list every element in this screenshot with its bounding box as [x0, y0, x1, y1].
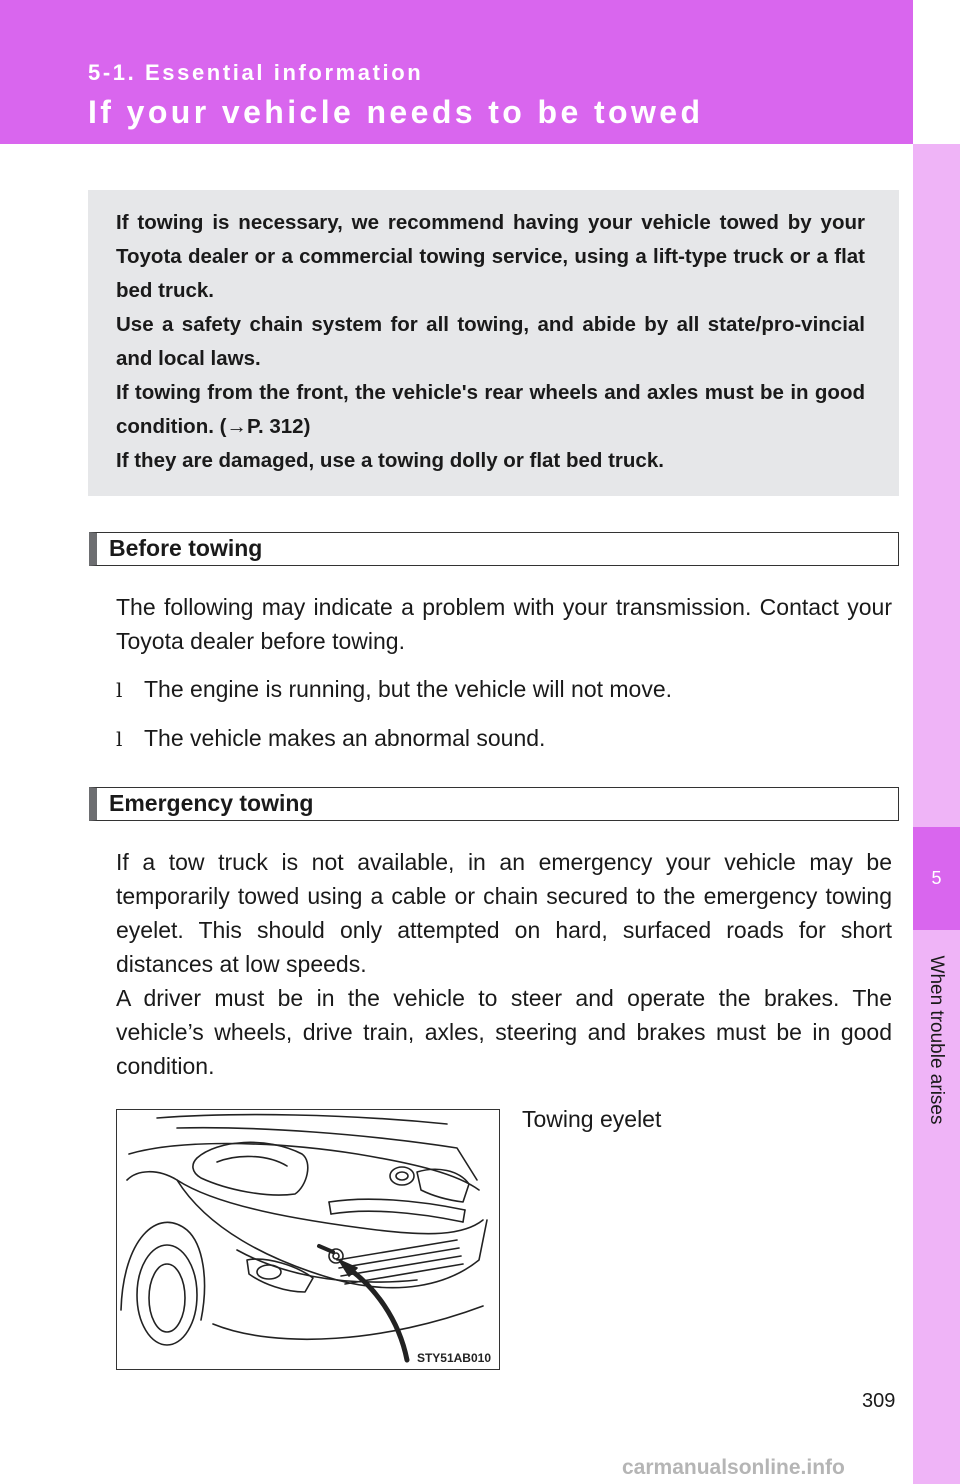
- emergency-towing-paragraph: A driver must be in the vehicle to steer and operate the brakes. The vehicle’s wheels, drive train, axles, steering and brakes must be in good condition.: [116, 985, 892, 1079]
- before-towing-heading: Before towing: [89, 532, 899, 566]
- page-header: [0, 0, 913, 144]
- before-towing-text: The following may indicate a problem with your transmission. Contact your Toyota dealer before towing.: [116, 594, 892, 654]
- emergency-towing-paragraph: If a tow truck is not available, in an emergency your vehicle may be temporarily towed using a cable or chain secured to the emergency towing eyelet. This should only attempted on hard, surfaced roads for short distances at low speeds.: [116, 849, 892, 977]
- chapter-number[interactable]: 5: [913, 827, 960, 930]
- bullet-icon: l: [116, 727, 123, 751]
- emergency-towing-heading: Emergency towing: [89, 787, 899, 821]
- bullet-icon: l: [116, 678, 123, 702]
- car-front-illustration: [117, 1110, 500, 1370]
- figure-caption: Towing eyelet: [522, 1106, 662, 1132]
- intro-paragraph: If they are damaged, use a towing dolly or flat bed truck.: [116, 449, 664, 472]
- page-number: 309: [862, 1390, 896, 1412]
- page-title: If your vehicle needs to be towed: [88, 94, 704, 130]
- list-item: [116, 672, 672, 707]
- intro-box: [88, 190, 899, 496]
- intro-paragraph: Use a safety chain system for all towing, and abide by all state/pro-vincial and local laws.: [116, 313, 865, 370]
- chapter-title: When trouble arises: [926, 955, 947, 1125]
- list-item: [116, 721, 545, 756]
- watermark[interactable]: carmanualsonline.info: [622, 1456, 845, 1479]
- bullet-text: The engine is running, but the vehicle will not move.: [144, 676, 673, 702]
- towing-eyelet-figure: [116, 1109, 500, 1370]
- bullet-text: The vehicle makes an abnormal sound.: [144, 725, 546, 751]
- section-label: 5-1. Essential information: [88, 60, 424, 85]
- figure-code: STY51AB010: [416, 1351, 491, 1365]
- intro-paragraph: If towing from the front, the vehicle's rear wheels and axles must be in good condition. (→P. 312): [116, 381, 865, 438]
- intro-paragraph: If towing is necessary, we recommend having your vehicle towed by your Toyota dealer or a commercial towing service, using a lift-type truck or a flat bed truck.: [116, 211, 865, 302]
- chapter-side-tab: [913, 144, 960, 1484]
